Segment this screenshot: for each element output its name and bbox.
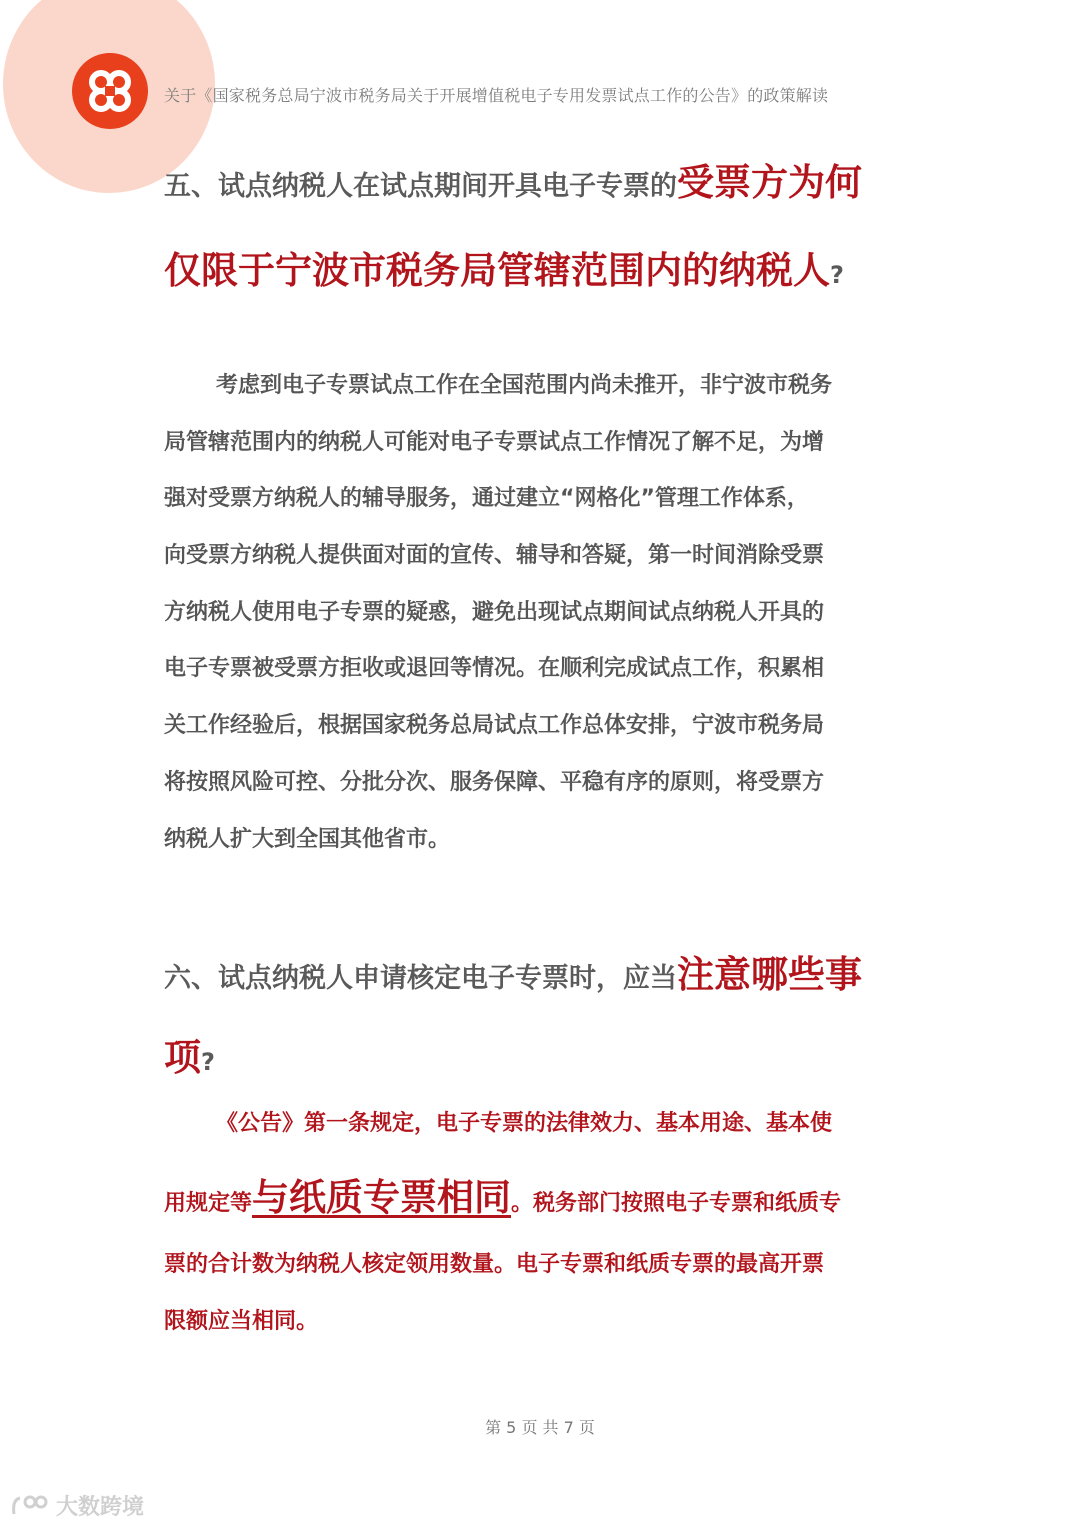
section5-body-line: 强对受票方纳税人的辅导服务，通过建立“网格化”管理工作体系，: [164, 486, 809, 512]
tax-logo-icon: [72, 53, 148, 129]
section5-body-line: 考虑到电子专票试点工作在全国范围内尚未推开，非宁波市税务: [216, 373, 833, 398]
section6-heading-highlight-1: 注意哪些事: [677, 953, 862, 996]
section5-body-line: 电子专票被受票方拒收或退回等情况。在顺利完成试点工作，积累相: [164, 656, 825, 682]
section6-body-line: 《公告》第一条规定，电子专票的法律效力、基本用途、基本使: [216, 1111, 833, 1136]
section6-body-line: 限额应当相同。: [164, 1309, 319, 1334]
section5-heading-highlight-2: 仅限于宁波市税务局管辖范围内的纳税人: [164, 249, 830, 292]
section6-heading-line2: [164, 1027, 924, 1081]
section6-body-line2-prefix: 用规定等: [164, 1191, 253, 1216]
section5-body-line: 方纳税人使用电子专票的疑惑，避免出现试点期间试点纳税人开具的: [164, 599, 825, 625]
section6-heading-prefix: 六、试点纳税人申请核定电子专票时，应当: [164, 963, 677, 994]
section6-body-rest: [164, 1236, 924, 1350]
section5-heading-highlight-1: 受票方为何: [677, 161, 862, 204]
section5-body-line: 局管辖范围内的纳税人可能对电子专票试点工作情况了解不足，为增: [164, 429, 825, 455]
section6-body-line2-suffix: 。税务部门按照电子专票和纸质专: [511, 1191, 842, 1216]
section5-heading-prefix: 五、试点纳税人在试点期间开具电子专票的: [164, 171, 677, 202]
section5-body-line: 纳税人扩大到全国其他省市。: [164, 826, 451, 852]
section6-body-line2: [164, 1168, 924, 1234]
section6-emphasis-same-as-paper: 与纸质专票相同: [252, 1176, 512, 1219]
section6-body: [164, 1097, 924, 1151]
section6-heading: [164, 944, 924, 998]
section5-heading-line2: [164, 240, 924, 294]
section5-heading-question-mark: ?: [830, 261, 844, 289]
section5-body-line: 向受票方纳税人提供面对面的宣传、辅导和答疑，第一时间消除受票: [164, 543, 825, 569]
section5-body: [164, 358, 924, 868]
page-number: 第 5 页 共 7 页: [485, 1418, 595, 1437]
watermark-text: 大数跨境: [56, 1495, 145, 1520]
section5-heading: [164, 152, 924, 206]
section5-body-line: 关工作经验后，根据国家税务总局试点工作总体安排，宁波市税务局: [164, 713, 825, 739]
section6-body-line: 票的合计数为纳税人核定领用数量。电子专票和纸质专票的最高开票: [164, 1252, 825, 1277]
watermark-logo-icon: [10, 1492, 50, 1520]
section6-heading-highlight-2: 项: [164, 1036, 201, 1079]
watermark: [10, 1490, 144, 1521]
document-header-title: 关于《国家税务总局宁波市税务局关于开展增值税电子专用发票试点工作的公告》的政策解读: [164, 86, 829, 105]
section5-body-line: 将按照风险可控、分批分次、服务保障、平稳有序的原则，将受票方: [164, 769, 825, 795]
section6-heading-question-mark: ?: [201, 1048, 215, 1076]
